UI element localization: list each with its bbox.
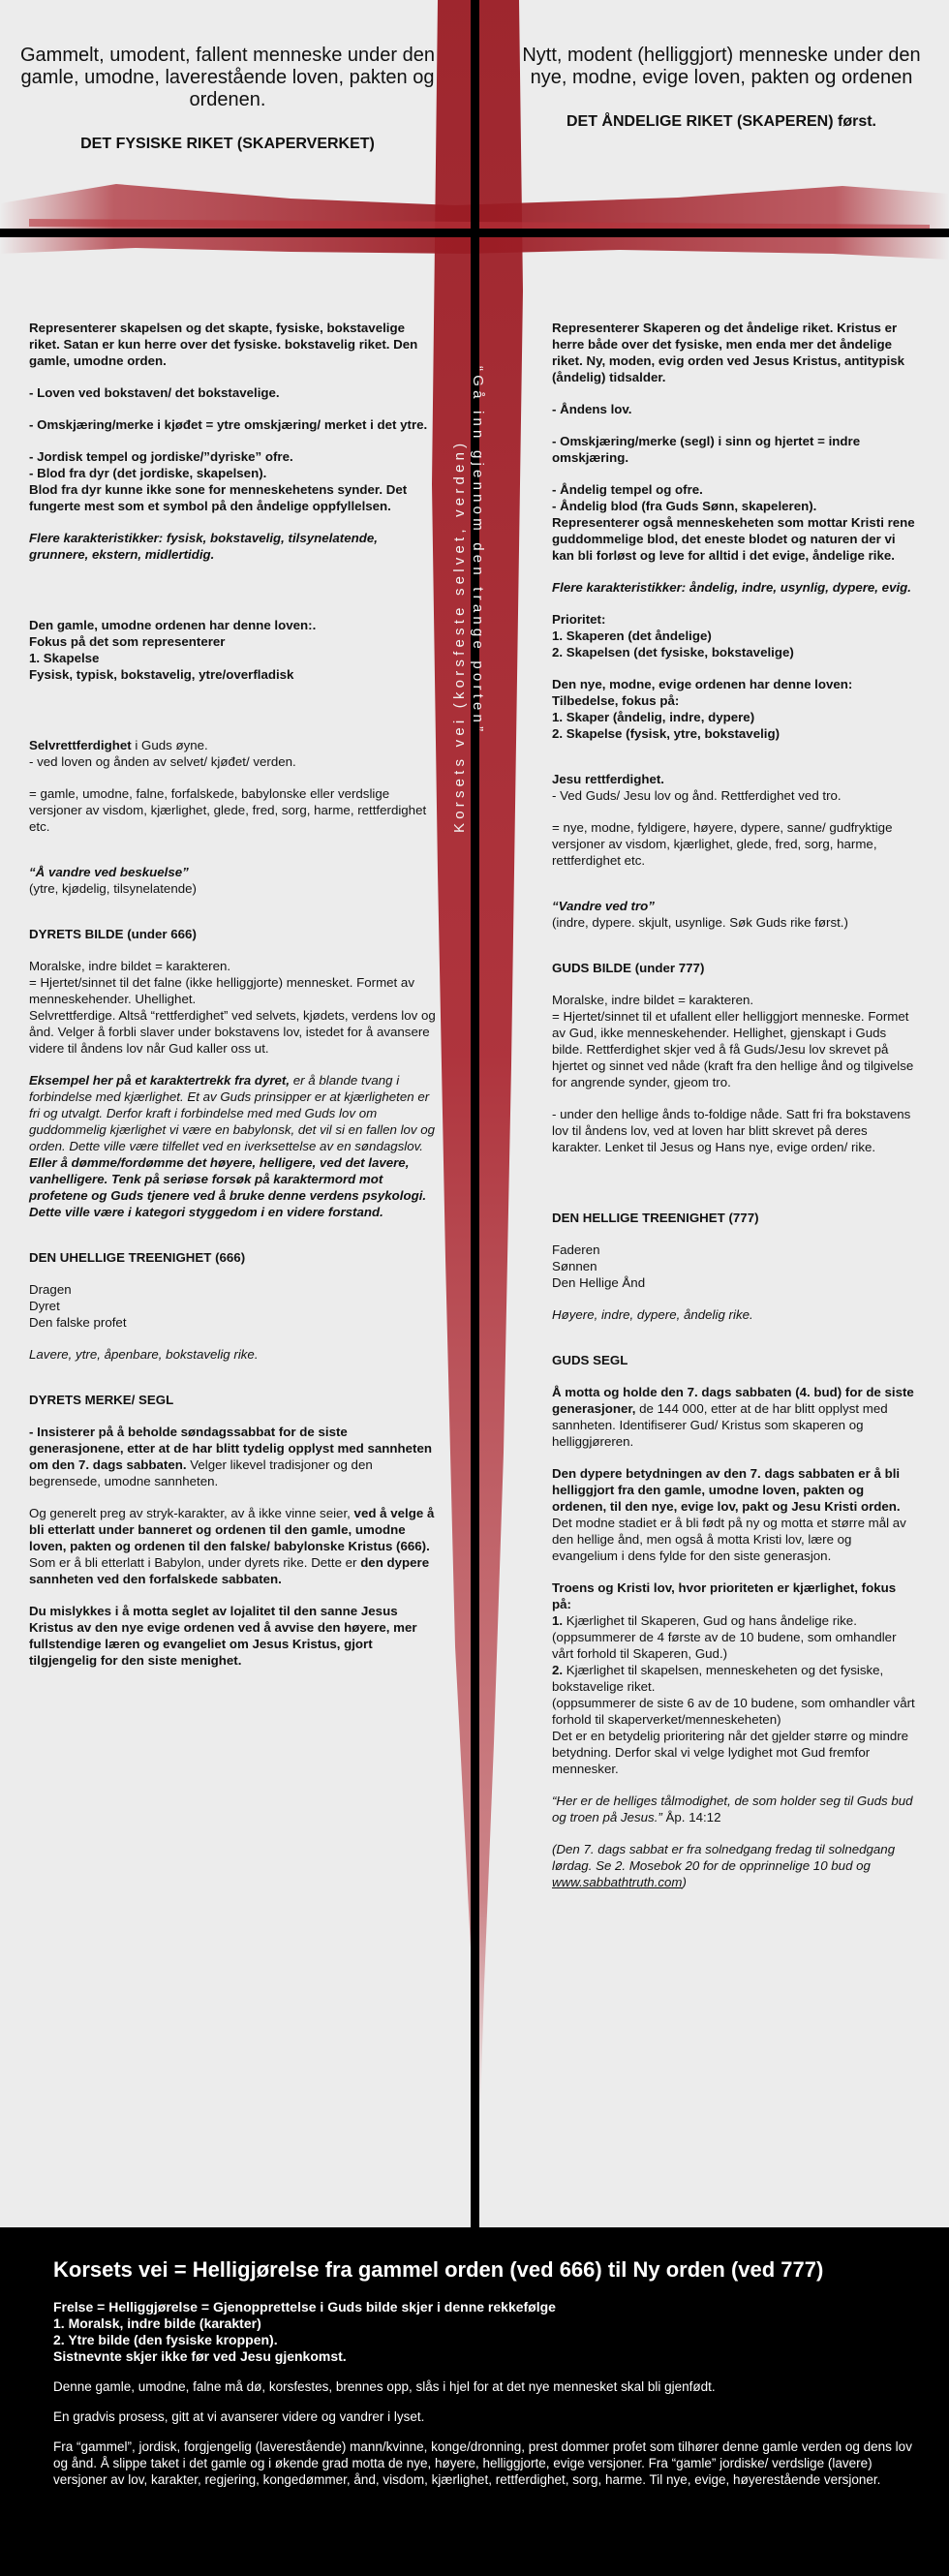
right-versions: = nye, modne, fyldigere, høyere, dypere, sanne/ gudfryktige versjoner av visdom, kjærlighet, glede, fred, sorg, harme, rettferdighet etc. — [552, 820, 893, 868]
right-quote — [552, 1793, 915, 1825]
footer-list-3: 2. Ytre bilde (den fysiske kroppen). — [53, 2332, 278, 2347]
sabbathtruth-link[interactable]: www.sabbathtruth.com — [552, 1875, 683, 1889]
right-order-law-b: 1. Skaper (åndelig, indre, dypere) — [552, 710, 755, 724]
right-god-image-heading: GUDS BILDE (under 777) — [552, 961, 705, 975]
right-block-4c: Representerer også menneskeheten som mottar Kristi rene guddommelige blod, det eneste blodet og naturen der vi kan bli forløst og leve for alltid i det evige, åndelige rike. — [552, 515, 915, 563]
right-seal-3 — [552, 1579, 915, 1777]
right-seal-3a: Troens og Kristi lov, hvor prioriteten er kjærlighet, fokus på: — [552, 1580, 897, 1611]
left-mark-2a: Og generelt preg av stryk-karakter, av å ikke vinne seier, — [29, 1506, 354, 1520]
left-self-righteousness — [29, 737, 436, 770]
left-mark-3: Du mislykkes i å motta seglet av lojalitet til den sanne Jesus Kristus av den nye evige ordenen ved å avvise den høyere, mer fullstendige læren og evangeliet om Jesus Kristus, gjort tilgjengelig for den siste menighet. — [29, 1604, 417, 1668]
footer-content — [53, 2256, 915, 2501]
right-note-text: (Den 7. dags sabbat er fra solnedgang fredag til solnedgang lørdag. Se 2. Mosebok 20 for de opprinnelige 10 bud og — [552, 1842, 896, 1873]
right-priority-1: 1. Skaperen (det åndelige) — [552, 629, 712, 643]
left-example-text: er å blande tvang i forbindelse med kjærlighet. Et av Guds prinsipper er at kjærligheten er fri og utvalgt. Derfor kraft i forbindelse med med Guds lov om guddommelig kjærlighet vi være en babylonsk, det vil si en fallen lov og orden. Dette ville være tilfellet ved en iverksettelse av en søndagslov. — [29, 1073, 436, 1153]
right-priority-title: Prioritet: — [552, 612, 606, 627]
left-block-4b: - Blod fra dyr (det jordiske, skapelsen). — [29, 466, 267, 480]
left-example — [29, 1072, 436, 1220]
left-trinity-3: Den falske profet — [29, 1315, 127, 1330]
vertical-text-right: “Gå inn gjennom den trange porten” — [470, 366, 486, 736]
right-column — [552, 320, 915, 1906]
right-trinity-heading: DEN HELLIGE TREENIGHET (777) — [552, 1211, 759, 1225]
footer-list — [53, 2299, 915, 2365]
right-grace: - under den hellige ånds to-foldige nåde. Satt fri fra bokstavens lov til åndens lov, ved at loven har blitt skrevet på deres karakter. Lenket til Jesus og Hans nye, evige orden/ rike. — [552, 1107, 911, 1154]
left-beast-image-a: Moralske, indre bildet = karakteren. — [29, 959, 231, 973]
footer-paragraph-2: En gradvis prosess, gitt at vi avanserer videre og vandrer i lyset. — [53, 2409, 425, 2424]
left-versions: = gamle, umodne, falne, forfalskede, babylonske eller verdslige versjoner av visdom, kjærlighet, glede, fred, sorg, harme, rettferdighet etc. — [29, 786, 427, 834]
right-trinity-desc: Høyere, indre, dypere, åndelig rike. — [552, 1307, 753, 1322]
right-heading: Nytt, modent (helliggjort) menneske under den nye, modne, evige loven, pakten og ordenen — [522, 45, 921, 88]
right-order-law-c: 2. Skapelse (fysisk, ytre, bokstavelig) — [552, 726, 781, 741]
left-mark-1a: - Insisterer på å beholde søndagssabbat for de siste generasjonene, etter at de har blitt tydelig opplyst med sannheten om den 7. dags sabbaten. — [29, 1425, 432, 1472]
left-block-1: Representerer skapelsen og det skapte, fysiske, bokstavelige riket. Satan er kun herre over det fysiske. bokstavelig riket. Den gamle, umodne orden. — [29, 321, 418, 368]
right-header — [513, 45, 930, 133]
left-trinity-list — [29, 1281, 436, 1331]
right-note-end: ) — [682, 1875, 687, 1889]
left-beast-image-text — [29, 958, 436, 1057]
left-order-law-b: Fokus på det som representerer — [29, 634, 226, 649]
left-order-law-c: 1. Skapelse — [29, 651, 100, 665]
right-priority — [552, 611, 915, 660]
left-beast-image-c: Selvrettferdige. Altså “rettferdighet” ved selvets, kjødets, verdens lov og ånd. Velger å forbli slaver under bokstavens lov, istedet for å avansere videre til åndens lov når Gud kaller oss ut. — [29, 1008, 436, 1056]
left-beast-image-heading: DYRETS BILDE (under 666) — [29, 927, 197, 941]
right-seal-3c: Kjærlighet til Skaperen, Gud og hans åndelige rike. (oppsummerer de 4 første av de 10 budene, som omhandler vårt forhold til Skaperen, Gud.) — [552, 1613, 897, 1661]
right-seal-1b: de 144 000, etter at de har blitt opplyst med sannheten. Identifiserer Gud/ Kristus som skaperen og helliggjøreren. — [552, 1401, 888, 1449]
left-block-3: - Omskjæring/merke i kjøđet = ytre omskjæring/ merket i det ytre. — [29, 417, 428, 432]
left-column — [29, 320, 436, 1684]
right-seal-2 — [552, 1465, 915, 1564]
left-self-righteousness-text: - ved loven og ånden av selvet/ kjøđet/ verden. — [29, 754, 296, 769]
left-block-4c: Blod fra dyr kunne ikke sone for menneskehetens synder. Det fungerte mest som et symbol på den åndelige oppfyllelsen. — [29, 482, 408, 513]
left-walk-sight — [29, 864, 436, 897]
footer-paragraph-3: Fra “gammel”, jordisk, forgjengelig (laverestående) mann/kvinne, konge/dronning, prest dommer profet som tilhører denne gamle verden og dens lov og ånd. Å slippe taket i det gamle og i økende grad motta de nye, høyere, helliggjorte, evige versjoner. Fra “gamle” jordiske/ verdslige (lavere) versjoner av lov, karakter, regjering, kongedømmer, ånd, visdom, kjærlighet, rettferdighet, sorg, harme. Til nye, evige, høyerestående versjoner. — [53, 2439, 912, 2487]
right-priority-2: 2. Skapelsen (det fysiske, bokstavelige) — [552, 645, 794, 659]
right-trinity-1: Faderen — [552, 1242, 600, 1257]
right-god-image-a: Moralske, indre bildet = karakteren. — [552, 993, 754, 1007]
right-trinity-list — [552, 1242, 915, 1291]
left-block-4 — [29, 448, 436, 514]
left-trinity-heading: DEN UHELLIGE TREENIGHET (666) — [29, 1250, 246, 1265]
footer-list-1: Frelse = Helliggjørelse = Gjenopprettelse i Guds bilde skjer i denne rekkefølge — [53, 2299, 556, 2315]
left-mark-2c: Som er å bli etterlatt i Babylon, under dyrets rike. Dette er — [29, 1555, 361, 1570]
right-block-1: Representerer Skaperen og det åndelige riket. Kristus er herre både over det fysiske, men enda mer det åndelige riket. Ny, moden, evig orden ved Jesus Kristus, antitypisk (åndelig) tidsalder. — [552, 321, 905, 384]
left-walk-sight-title: “Å vandre ved beskuelse” — [29, 865, 189, 879]
left-block-2: - Loven ved bokstaven/ det bokstavelige. — [29, 385, 280, 400]
right-subheading: DET ÅNDELIGE RIKET (SKAPEREN) først. — [566, 113, 876, 130]
left-block-4a: - Jordisk tempel og jordiske/”dyriske” ofre. — [29, 449, 293, 464]
right-block-2: - Åndens lov. — [552, 402, 632, 416]
footer-list-4: Sistnevnte skjer ikke før ved Jesu gjenkomst. — [53, 2348, 347, 2364]
left-beast-image-b: = Hjertet/sinnet til det falne (ikke helliggjorte) mennesket. Formet av menneskehender. Uhellighet. — [29, 975, 414, 1006]
right-walk-faith-sub: (indre, dypere. skjult, usynlige. Søk Guds rike først.) — [552, 915, 848, 930]
right-block-4a: - Åndelig tempel og ofre. — [552, 482, 703, 497]
left-characteristics: Flere karakteristikker: fysisk, bokstavelig, tilsynelatende, grunnere, ekstern, midlertidig. — [29, 531, 378, 562]
right-seal-3-num1: 1. — [552, 1613, 564, 1628]
right-seal-2a: Den dypere betydningen av den 7. dags sabbaten er å bli helliggjort fra den gamle, umodne loven, pakten og ordenen, til den nye, evige lov, pakt og Jesu Kristi orden. — [552, 1466, 901, 1514]
right-quote-ref: Åp. 14:12 — [661, 1810, 721, 1825]
footer-paragraph-1: Denne gamle, umodne, falne må dø, korsfestes, brennes opp, slås i hjel for at det nye mennesket skal bli gjenfødt. — [53, 2379, 716, 2394]
right-seal-3f: (oppsummerer de siste 6 av de 10 budene, som omhandler vårt forhold til skaperverket/menneskeheten) — [552, 1696, 915, 1727]
right-walk-faith-title: “Vandre ved tro” — [552, 899, 655, 913]
right-seal-3e: Kjærlighet til skapelsen, menneskeheten og det fysiske, bokstavelige riket. — [552, 1663, 884, 1694]
left-mark-2 — [29, 1505, 436, 1587]
right-quote-text: “Her er de helliges tålmodighet, de som holder seg til Guds bud og troen på Jesus.” — [552, 1794, 913, 1825]
left-self-righteousness-title: Selvrettferdighet — [29, 738, 132, 752]
left-trinity-desc: Lavere, ytre, åpenbare, bokstavelig rike. — [29, 1347, 259, 1362]
left-mark-1b: Velger likevel tradisjoner og den begrensede, umodne sannheten. — [29, 1457, 373, 1488]
right-seal-1 — [552, 1384, 915, 1450]
left-trinity-2: Dyret — [29, 1299, 60, 1313]
right-seal-3-num2: 2. — [552, 1663, 564, 1677]
left-heading: Gammelt, umodent, fallent menneske under den gamle, umodne, laverestående loven, pakten og ordenen. — [19, 45, 436, 110]
right-righteousness-text: - Ved Guds/ Jesu lov og ånd. Rettferdighet ved tro. — [552, 788, 842, 803]
right-order-law-a: Den nye, modne, evige ordenen har denne loven: Tilbedelse, fokus på: — [552, 677, 853, 708]
left-mark-heading: DYRETS MERKE/ SEGL — [29, 1393, 174, 1407]
footer-title: Korsets vei = Helligjørelse fra gammel orden (ved 666) til Ny orden (ved 777) — [53, 2257, 824, 2282]
left-walk-sight-sub: (ytre, kjødelig, tilsynelatende) — [29, 881, 197, 896]
vertical-divider — [471, 0, 479, 2227]
right-seal-1a: Å motta og holde den 7. dags sabbaten (4. bud) for de siste generasjoner, — [552, 1385, 914, 1416]
right-block-4 — [552, 481, 915, 564]
footer — [0, 2227, 949, 2576]
right-god-image-text — [552, 992, 915, 1090]
left-trinity-1: Dragen — [29, 1282, 72, 1297]
left-subheading: DET FYSISKE RIKET (SKAPERVERKET) — [80, 136, 375, 152]
right-trinity-2: Sønnen — [552, 1259, 597, 1273]
right-righteousness-title: Jesu rettferdighet. — [552, 772, 665, 786]
horizontal-divider — [0, 229, 949, 237]
left-order-law-d: Fysisk, typisk, bokstavelig, ytre/overfladisk — [29, 667, 294, 682]
right-righteousness — [552, 771, 915, 804]
left-example-judge: Eller å dømme/fordømme det høyere, helligere, ved det lavere, vanhelligere. Tenk på seriøse forsøk på karaktermord mot profetene og Guds tjenere ved å bruke denne verdens psykologi. Dette ville være i kategori styggedom i en videre forstand. — [29, 1155, 427, 1219]
left-mark-2b: ved å velge å bli etterlatt under banneret og ordenen til den gamle, umodne loven, pakten og ordenen til den falske/ babylonske Kristus (666). — [29, 1506, 435, 1553]
vertical-text-left: Korsets vei (korsfeste selvet, verden) — [451, 439, 468, 833]
right-god-image-b: = Hjertet/sinnet til et ufallent eller helliggjort menneske. Formet av Gud, ikke menneskehender. Hellighet, gjenskapt i Guds bilde. Rettferdighet skjer ved å få Guds/Jesu lov skrevet på hjertet og sinnet ved nåde (kraft fra den hellige ånd og tilgivelse for angrende synder, gjeom tro. — [552, 1009, 914, 1089]
left-header — [19, 45, 436, 155]
right-block-3: - Omskjæring/merke (segl) i sinn og hjertet = indre omskjæring. — [552, 434, 861, 465]
right-seal-3g: Det er en betydelig prioritering når det gjelder større og mindre betydning. Derfor skal vi velge lydighet mot Gud fremfor mennesker. — [552, 1729, 909, 1776]
left-order-law-a: Den gamle, umodne ordenen har denne loven:. — [29, 618, 317, 632]
right-seal-2b: Det modne stadiet er å bli født på ny og motta et større mål av den hellige ånd, men også å motta Kristi lov, lære og evangelium i dens fylde for den siste generasjon. — [552, 1516, 906, 1563]
right-characteristics: Flere karakteristikker: åndelig, indre, usynlig, dypere, evig. — [552, 580, 911, 595]
left-mark-1 — [29, 1424, 436, 1489]
right-seal-heading: GUDS SEGL — [552, 1353, 628, 1367]
left-order-law — [29, 617, 436, 683]
right-walk-faith — [552, 898, 915, 931]
right-trinity-3: Den Hellige Ånd — [552, 1275, 646, 1290]
right-note — [552, 1841, 915, 1890]
left-mark-2d: den dypere sannheten ved den forfalskede sabbaten. — [29, 1555, 430, 1586]
left-self-righteousness-sub: i Guds øyne. — [131, 738, 208, 752]
right-order-law — [552, 676, 915, 742]
right-block-4b: - Åndelig blod (fra Guds Sønn, skapeleren). — [552, 499, 817, 513]
footer-list-2: 1. Moralsk, indre bilde (karakter) — [53, 2315, 261, 2331]
left-example-title: Eksempel her på et karaktertrekk fra dyret, — [29, 1073, 291, 1088]
